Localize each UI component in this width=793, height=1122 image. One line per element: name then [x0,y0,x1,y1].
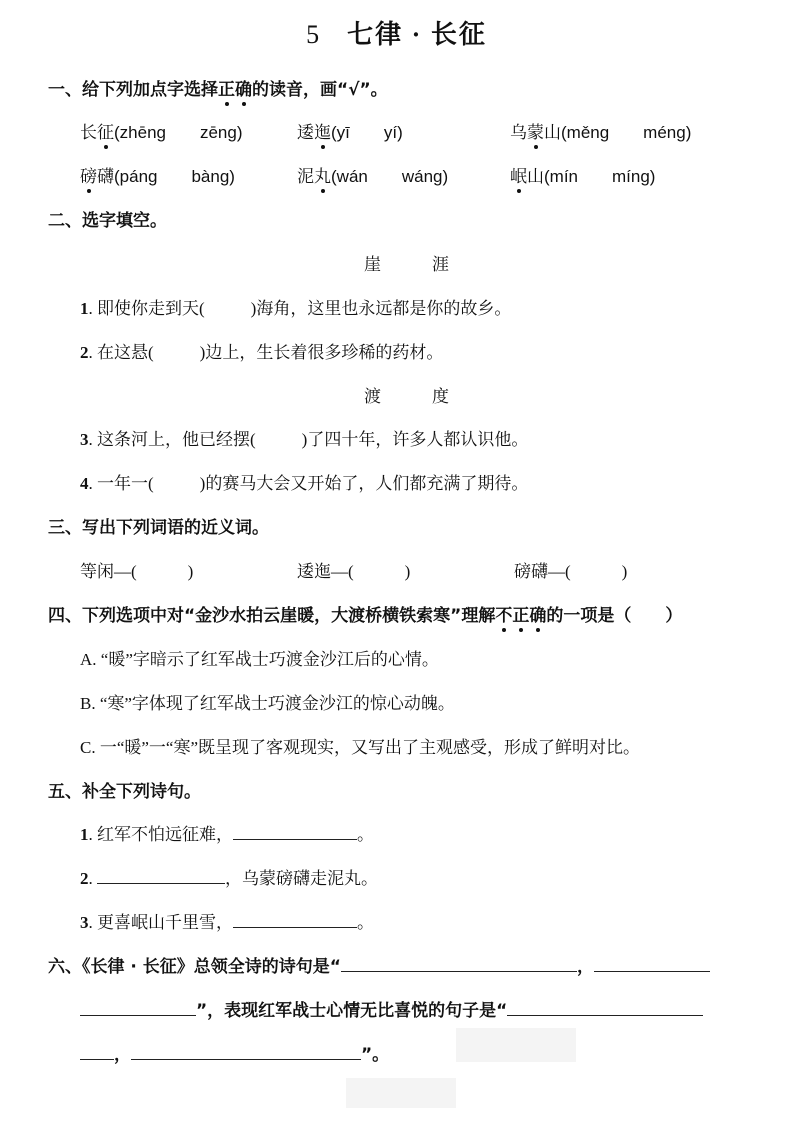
synonym-item-2[interactable]: 逶迤—( ) [297,562,411,581]
synonym-item-3[interactable]: 磅礴—( ) [514,562,628,581]
word-pair-2: 渡 度 [364,387,449,406]
answer-line[interactable] [233,911,357,928]
pinyin-item-5: 泥丸(wán wáng) [297,162,448,187]
section-1-heading: 一、给下列加点字选择正确的读音，画“√”。 [48,75,388,100]
scan-smudge [456,1028,576,1062]
page-title [0,14,793,51]
pinyin-item-3: 乌蒙山(měng méng) [510,118,691,143]
section-4-heading: 四、下列选项中对“金沙水拍云崖暖，大渡桥横铁索寒”理解不正确的一项是（ ） [48,601,682,626]
option-b[interactable]: B. “寒”字体现了红军战士巧渡金沙江的惊心动魄。 [80,694,455,713]
section-6-heading: 六、《长律 · 长征》总领全诗的诗句是“ ， [48,952,710,977]
answer-line[interactable] [233,823,357,840]
section-6-line-2: ”，表现红军战士心情无比喜悦的句子是“ [80,996,703,1021]
fill-question-3: 3. 这条河上，他已经摆( )了四十年，许多人都认识他。 [80,430,529,449]
lesson-number: 5 [306,20,322,49]
answer-line[interactable] [80,1043,114,1060]
lesson-title: 七律 · 长征 [347,20,487,49]
poem-question-2: 2. ，乌蒙磅礴走泥丸。 [80,869,378,888]
fill-question-1: 1. 即使你走到天( )海角，这里也永远都是你的故乡。 [80,299,512,318]
answer-line[interactable] [594,955,710,972]
answer-line[interactable] [507,999,703,1016]
pinyin-item-6: 岷山(mín míng) [510,162,655,187]
option-a[interactable]: A. “暖”字暗示了红军战士巧渡金沙江后的心情。 [80,650,439,669]
section-6-line-3: ， ”。 [80,1040,389,1065]
fill-question-4: 4. 一年一( )的赛马大会又开始了，人们都充满了期待。 [80,474,529,493]
word-pair-1: 崖 涯 [364,255,449,274]
poem-question-3: 3. 更喜岷山千里雪， 。 [80,913,374,932]
answer-line[interactable] [131,1043,361,1060]
fill-question-2: 2. 在这悬( )边上，生长着很多珍稀的药材。 [80,343,444,362]
section-3-heading: 三、写出下列词语的近义词。 [48,518,269,538]
pinyin-item-1: 长征(zhēng zēng) [80,118,243,143]
answer-line[interactable] [97,867,225,884]
answer-line[interactable] [341,955,577,972]
section-2-heading: 二、选字填空。 [48,211,167,231]
section-5-heading: 五、补全下列诗句。 [48,782,201,802]
synonym-item-1[interactable]: 等闲—( ) [80,562,194,581]
scan-smudge [346,1078,456,1108]
option-c[interactable]: C. 一“暖”一“寒”既呈现了客观现实，又写出了主观感受，形成了鲜明对比。 [80,738,641,757]
pinyin-item-4: 磅礴(páng bàng) [80,162,235,187]
poem-question-1: 1. 红军不怕远征难， 。 [80,825,374,844]
pinyin-item-2: 逶迤(yī yí) [297,118,403,143]
answer-line[interactable] [80,999,196,1016]
